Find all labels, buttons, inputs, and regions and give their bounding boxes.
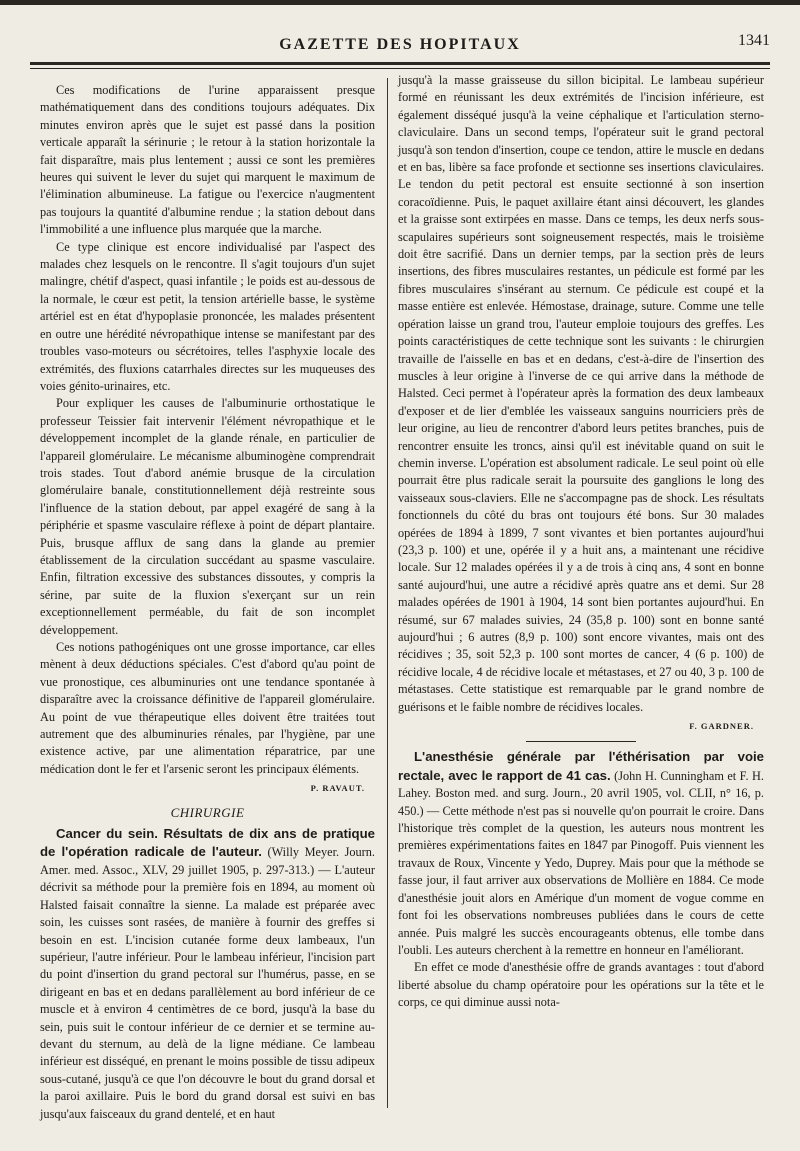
paragraph: En effet ce mode d'anesthésie offre de grands avantages : tout d'abord liberté absolue du champ opératoire pour les opérations sur la tête et le corps, ce qui diminue aussi nota- bbox=[398, 960, 764, 1010]
header-rule-thick bbox=[30, 62, 770, 65]
author-signature: F. GARDNER. bbox=[689, 721, 754, 732]
column-divider bbox=[387, 78, 388, 1108]
header-rule-thin bbox=[30, 68, 770, 69]
article-paragraph bbox=[40, 825, 375, 1123]
right-column bbox=[398, 72, 764, 1012]
article-body: (John H. Cunningham et F. H. Lahey. Boston med. and surg. Journ., 20 avril 1905, vol. CLII, n° 16, p. 450.) — Cette méthode n'est pas si nouvelle qu'on pourrait le croire. Dans l'historique très complet de la question, les auteurs nous montrent les premières expérimentations faites en 1847 par Pinogoff. Puis viennent les travaux de Roux, Vincente y Yedo, Duprey. Mais pour que la méthode se fasse jour, il faut arriver aux observations de Mollière en 1884. Ce mode d'anesthésie jouit alors en Amérique d'un moment de vogue comme en font foi les observations nombreuses publiées dans le cours de cette année. Puis malgré les succès encourageants obtenus, elle tombe dans l'oubli. Les auteurs cherchent à la remettre en honneur en l'améliorant. bbox=[398, 768, 765, 957]
left-column bbox=[40, 82, 375, 1123]
author-signature: P. RAVAUT. bbox=[310, 783, 365, 794]
separator-rule bbox=[526, 741, 636, 742]
paragraph: jusqu'à la masse graisseuse du sillon bicipital. Le lambeau supérieur formé en réunissant les deux extrémités de l'incision inférieure, est également disséqué jusqu'à la veine céphalique et l'articulation sterno-claviculaire. Dans un second temps, l'opérateur suit le grand pectoral jusqu'à son tendon d'insertion, coupe ce tendon, attire le muscle en dedans et en bas, libère sa face profonde et sectionne ses insertions claviculaires. Le tendon du petit pectoral est ensuite sectionné à son insertion coracoïdienne. Puis, le paquet axillaire étant ainsi découvert, les glandes et la graisse sont extirpées en masse. Dans ce temps, les deux nerfs sous-scapulaires supérieurs sont soigneusement respectés, mais le troisième doit être sacrifié. Dans un dernier temps, par la section près de leurs insertions, des fibres musculaires restantes, un pédicule est formé par les fibres musculaires s'insérant au sternum. Ce pédicule est coupé et la masse entière est enlevée. Hémostase, drainage, suture. Comme une telle opération laisse un grand trou, l'auteur emploie toujours des greffes. Les points caractéristiques de cette technique sont les suivants : le chirurgien travaille de l'aisselle en bas et en dedans, c'est-à-dire de l'insertion des muscles à leur origine à l'inverse de ce qui arrive dans la méthode de Halsted. Ceci permet à l'opérateur après la formation des deux lambeaux d'exposer et de lier d'emblée les vaisseaux sanguins nourriciers près de leur origine, au lieu de rencontrer d'abord leurs petites branches, puis de rencontrer ensuite les troncs, ainsi qu'il est inévitable quand on suit le chemin inverse. L'opération est absolument radicale. Le seul point où elle pourrait être plus radicale serait la poursuite des ganglions le long des vaisseaux sous-claviers. Elle ne s'accompagne pas de shock. Les résultats fonctionnels du côté du bras ont toujours été bons. Sur 30 malades opérées de 1894 à 1899, 7 sont vivantes et bien portantes aujourd'hui (23,3 p. 100) et une, opérée il y a huit ans, a maintenant une récidive locale. Sur 12 malades opérées il y a de trois à cinq ans, 4 sont en bonne santé aujourd'hui, une autre a récidivé après quatre ans et demi. Sur 28 malades opérées de 1901 à 1904, 14 sont bien portantes aujourd'hui. En résumé, sur 67 malades suivies, 24 (35,8 p. 100) sont en bonne santé aujourd'hui ; 6 autres (8,9 p. 100) sont encore vivantes, mais ont des récidives ; 35, soit 52,3 p. 100 sont mortes de cancer, 4 (6 p. 100) de récidive locale, 4 de récidive locale et métastases, et 27 ou 40, 3 p. 100 de métastases. Cette statistique est remarquable par le grand nombre de guérisons et le faible nombre de récidives locales. bbox=[398, 73, 764, 714]
section-heading: CHIRURGIE bbox=[170, 804, 245, 820]
paragraph: Pour expliquer les causes de l'albuminurie orthostatique le professeur Teissier fait intervenir l'élément névropathique et le développement incomplet de la glande rénale, en particulier de l'appareil glomérulaire. Le mécanisme albuminogène comprendrait trois stades. Tout d'abord anémie brusque de la circulation glomérulaire banale, constitutionnellement déjà restreinte sous l'influence de la station debout, par appel exagéré de sang à la périphérie et spasme vasculaire réflexe à point de départ plantaire. Puis, brusque afflux de sang dans la glande au premier établissement de la circulation succédant au spasme vasculaire. Enfin, filtration excessive des substances dissoutes, y compris la sérine, par suite de la fluxion s'exerçant sur un rein exceptionnellement perméable, du fait de son incomplet développement. bbox=[40, 396, 375, 637]
top-border bbox=[0, 0, 800, 5]
article-body: (Willy Meyer. Journ. Amer. med. Assoc., XLV, 29 juillet 1905, p. 297-313.) — L'auteur décrivit sa méthode pour la première fois en 1894, au moment où Halsted faisait connaître la sienne. La malade est préparée avec soin, les cuisses sont rasées, de manière à fournir des greffes si besoin en est. L'incision cutanée forme deux lambeaux, l'un supérieur, l'autre inférieur. Pour le lambeau inférieur, l'incision part du point d'insertion du grand pectoral sur l'humérus, passe, en se dirigeant en bas et en dedans parallèlement au bord inférieur de ce muscle et à environ 4 centimètres de ce bord, jusqu'à la base du sein, puis suit le contour inférieur de ce dernier et se termine au-devant du sternum, au delà de la ligne médiane. Ce lambeau inférieur est disséqué, en prenant le moins possible de tissu adipeux sous-cutané, jusqu'à ce que l'on découvre le bout du grand dorsal et la paroi axillaire. Puis le bord du grand dorsal est suivi en bas jusqu'aux faisceaux du grand dentelé, et en haut bbox=[40, 845, 375, 1121]
paragraph: Ces modifications de l'urine apparaissent presque mathématiquement dans des conditions toujours adéquates. Dix minutes environ après que le sujet est passé dans la position verticale apparaît la sérinurie ; le retour à la station horizontale la fait disparaître, mais plus lentement ; aussi ce sont les premières heures qui suivent le lever du sujet qui marquent le maximum de l'élimination albumineuse. La fatigue ou l'exercice n'augmentent pas toujours la quantité d'albumine rendue ; la station debout dans l'immobilité a une influence plus marquée que la marche. bbox=[40, 83, 375, 237]
page-number: 1341 bbox=[738, 32, 770, 49]
article-title: L'anesthésie générale par l'éthérisation par voie rectale, avec le rapport de 41 cas. bbox=[398, 749, 764, 783]
journal-title: GAZETTE DES HOPITAUX bbox=[279, 36, 521, 53]
article-paragraph bbox=[398, 748, 764, 959]
page-header bbox=[30, 32, 770, 60]
article-title: Cancer du sein. Résultats de dix ans de pratique de l'opération radicale de l'auteur. bbox=[40, 826, 375, 860]
paragraph: Ce type clinique est encore individualisé par l'aspect des malades chez lesquels on le rencontre. Il s'agit toujours d'un sujet malingre, chétif d'aspect, quasi infantile ; le poids est au-dessous de la normale, le cœur est petit, la tension artérielle basse, le système artériel est en état d'hypoplasie prononcée, les malades présentent en outre une hérédité névropathique intense se manifestant par des troubles vaso-moteurs ou sécrétoires, telles l'asphyxie locale des extrémités, des fluxions catarrhales directes sur les muqueuses des voies génito-urinaires, etc. bbox=[40, 239, 375, 393]
paragraph: Ces notions pathogéniques ont une grosse importance, car elles mènent à deux déductions spéciales. C'est d'abord qu'au point de vue pronostique, ces albuminuries ont une tendance spontanée à disparaître avec la croissance définitive de l'appareil glomérulaire. Au point de vue thérapeutique elles doivent être traitées tout autrement que des albuminuries rénales, par l'hygiène, par une existence active, par une alimentation réparatrice, par une médication dont le fer et l'arsenic seront les principaux éléments. bbox=[40, 640, 375, 776]
